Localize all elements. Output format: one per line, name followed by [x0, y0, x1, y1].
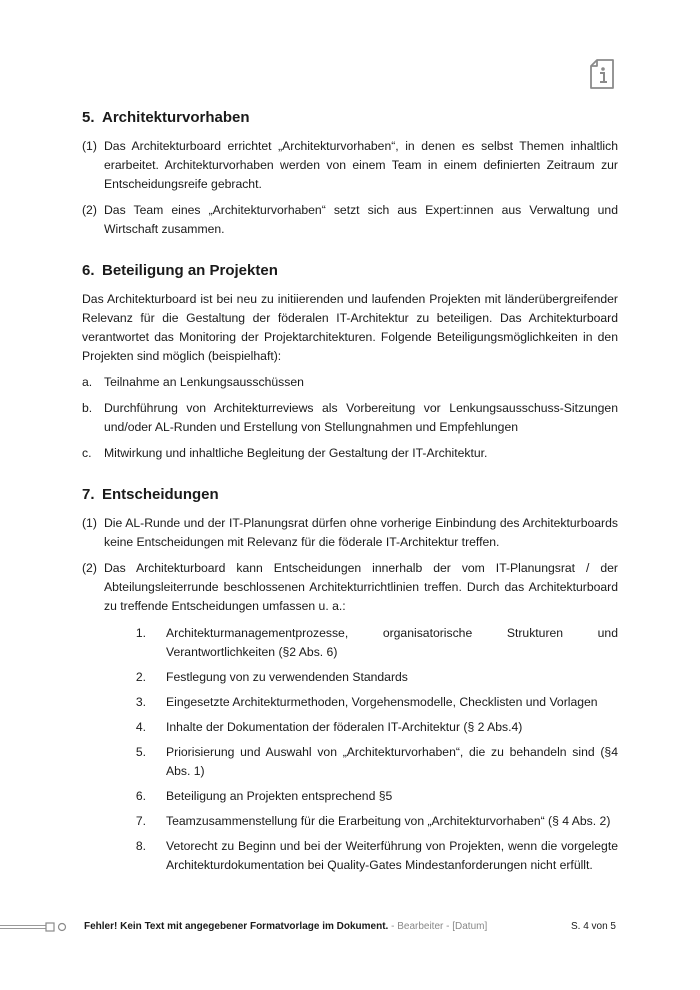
section-number: 6. — [82, 262, 95, 279]
footer-meta: - Bearbeiter - [Datum] — [388, 921, 488, 932]
paragraph-label: (2) — [82, 561, 97, 575]
list-item-label: 1. — [135, 626, 146, 640]
list-item-label: 8. — [135, 839, 146, 853]
section-intro: Das Architekturboard ist bei neu zu initiierenden und laufenden Projekten mit länderübergreifender Relevanz für die Gestaltung der föderalen IT-Architektur zu beteiligen. Das Architekturboard verantwortet das Monitoring der Projektarchitekturen. Folgende Beteiligungsmöglichkeiten in den Projekten sind möglich (beispielhaft): — [82, 292, 618, 363]
footer-text — [84, 921, 487, 932]
list-item-text: Durchführung von Architekturreviews als Vorbereitung vor Lenkungsausschuss-Sitzungen und/oder AL-Runden und Erstellung von Stellungnahmen und Empfehlungen — [104, 401, 618, 434]
section-number: 5. — [82, 109, 95, 126]
paragraph-text: Das Team eines „Architekturvorhaben“ setzt sich aus Expert:innen aus Verwaltung und Wirtschaft zusammen. — [104, 203, 618, 236]
list-item — [104, 812, 618, 831]
footer-error-text: Fehler! Kein Text mit angegebener Formatvorlage im Dokument. — [84, 921, 389, 932]
list-item-label: 5. — [135, 745, 146, 759]
list-item — [104, 787, 618, 806]
list-item — [104, 624, 618, 662]
list-item-text: Festlegung von zu verwendenden Standards — [166, 670, 408, 684]
list-item — [104, 718, 618, 737]
list-item — [82, 373, 618, 392]
numbered-paragraph — [82, 559, 618, 881]
paragraph-text: Das Architekturboard kann Entscheidungen innerhalb der vom IT-Planungsrat / der Abteilungsleiterrunde beschlossenen Architekturrichtlinien treffen. Durch das Architekturboard zu treffende Entscheidungen umfassen u. a.: — [104, 561, 618, 613]
section-title: Beteiligung an Projekten — [102, 262, 278, 279]
list-item-label: 3. — [135, 695, 146, 709]
list-item-text: Beteiligung an Projekten entsprechend §5 — [166, 789, 393, 803]
list-item — [82, 399, 618, 437]
list-item-text: Teilnahme an Lenkungsausschüssen — [104, 375, 304, 389]
list-item-label: a. — [82, 375, 93, 389]
section-heading — [82, 261, 618, 281]
list-item-label: 4. — [135, 720, 146, 734]
paragraph-label: (1) — [82, 139, 97, 153]
list-item-text: Eingesetzte Architekturmethoden, Vorgehensmodelle, Checklisten und Vorlagen — [166, 695, 598, 709]
list-item-label: 7. — [135, 814, 146, 828]
list-item-text: Mitwirkung und inhaltliche Begleitung der Gestaltung der IT-Architektur. — [104, 446, 488, 460]
section-entscheidungen — [82, 485, 618, 881]
paragraph-label: (2) — [82, 203, 97, 217]
numbered-paragraph — [82, 514, 618, 552]
page-footer — [0, 918, 700, 936]
section-architekturvorhaben — [82, 108, 618, 239]
section-heading — [82, 485, 618, 505]
paragraph-body — [104, 559, 618, 881]
list-item — [104, 837, 618, 875]
page-number: S. 4 von 5 — [570, 921, 616, 932]
info-document-icon — [589, 58, 615, 90]
section-title: Entscheidungen — [102, 486, 219, 503]
section-number: 7. — [82, 486, 95, 503]
document-content — [82, 108, 618, 903]
list-item-label: 6. — [135, 789, 146, 803]
list-item-label: 2. — [135, 670, 146, 684]
section-heading — [82, 108, 618, 128]
section-beteiligung — [82, 261, 618, 463]
list-item-text: Priorisierung und Auswahl von „Architekturvorhaben“, die zu behandeln sind (§4 Abs. 1) — [166, 745, 618, 778]
decision-list — [104, 624, 618, 875]
list-item — [104, 743, 618, 781]
list-item — [104, 693, 618, 712]
list-item — [104, 668, 618, 687]
paragraph-text: Die AL-Runde und der IT-Planungsrat dürfen ohne vorherige Einbindung des Architekturboards keine Entscheidungen mit Relevanz für die föderale IT-Architektur treffen. — [104, 516, 618, 549]
list-item-label: c. — [82, 446, 92, 460]
footer-decoration-icon — [0, 921, 70, 933]
list-item-text: Teamzusammenstellung für die Erarbeitung von „Architekturvorhaben“ (§ 4 Abs. 2) — [166, 814, 611, 828]
paragraph-text: Das Architekturboard errichtet „Architekturvorhaben“, in denen es selbst Themen inhaltlich erarbeitet. Architekturvorhaben werden von einem Team in einem definierten Zeitraum zur Entscheidungsreife gebracht. — [104, 139, 618, 191]
list-item-text: Inhalte der Dokumentation der föderalen IT-Architektur (§ 2 Abs.4) — [166, 720, 523, 734]
list-item-text: Vetorecht zu Beginn und bei der Weiterführung von Projekten, wenn die vorgelegte Architekturdokumentation bei Quality-Gates Mindestanforderungen nicht erfüllt. — [166, 839, 618, 872]
numbered-paragraph — [82, 201, 618, 239]
numbered-paragraph — [82, 137, 618, 194]
list-item — [82, 444, 618, 463]
list-item-text: Architekturmanagementprozesse, organisatorische Strukturen und Verantwortlichkeiten (§2 Abs. 6) — [166, 626, 618, 659]
section-title: Architekturvorhaben — [102, 109, 250, 126]
paragraph-label: (1) — [82, 516, 97, 530]
list-item-label: b. — [82, 401, 93, 415]
